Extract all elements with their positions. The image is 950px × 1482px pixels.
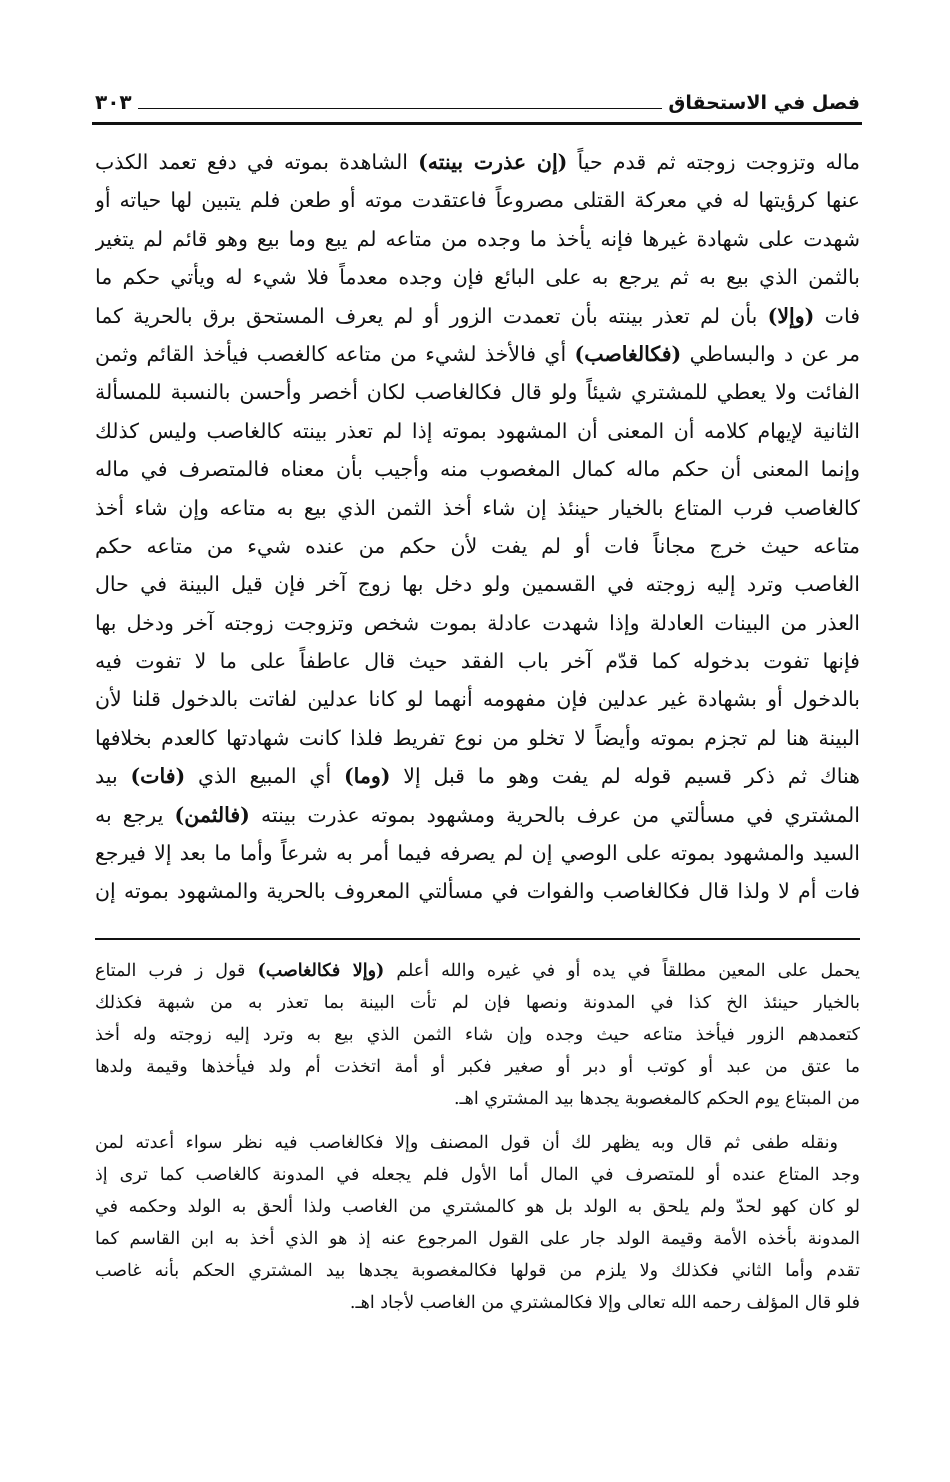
text-segment: البينة هنا لم تجزم بموته وأيضاً لا تخلو من نوع تفريط فلذا كانت شهادتها كالعدم بخلافها (95, 725, 860, 750)
text-segment: متاعه حيث خرج مجاناً فات أو لم يفت لأن حكم من عنده شيء من متاعه حكم (95, 533, 860, 558)
page-number: ٣٠٣ (95, 90, 132, 114)
text-segment: ما عتق من عبد أو كوتب أو دبر أو صغير فكبر أو أمة اتخذت أم ولد فيأخذها وقيمة ولدها (95, 1057, 860, 1077)
text-line (95, 1019, 860, 1051)
text-line (95, 181, 860, 219)
running-header (95, 84, 860, 114)
bold-quote: (وما) (343, 764, 391, 789)
text-segment: فلو قال المؤلف رحمه الله تعالى وإلا فكالمشتري من الغاصب لأجاد اهـ. (349, 1293, 860, 1313)
text-segment: السيد والمشهود بموته على الوصي إن لم يصرفه فيما أمر به شرعاً وأما ما بعد إلا فيرجع (95, 841, 860, 866)
text-line (95, 1255, 860, 1287)
text-line (95, 489, 860, 527)
text-line (95, 527, 860, 565)
text-segment: من المبتاع يوم الحكم كالمغصوبة يجدها بيد المشتري اهـ. (453, 1089, 860, 1109)
text-segment: بأن لم تعذر بينته بأن تعمدت الزور أو لم يعرف المستحق برق بالحرية كما (95, 303, 768, 328)
text-segment: عنها كرؤيتها له في معركة القتلى مصروعاً فاعتقدت موته أو طعن فلم يتبين لها حياته أو (95, 188, 860, 213)
text-line (95, 143, 860, 181)
text-line (95, 987, 860, 1019)
text-line (95, 1287, 860, 1319)
text-line (95, 297, 860, 335)
header-leader-line (138, 108, 663, 109)
text-segment: بالخيار حينئذ الخ كذا في المدونة ونصها فإن لم تأت البينة بما تعذر به من شبهة فكذلك (95, 993, 860, 1013)
text-segment: الثانية لإيهام كلامه أن المعنى أن المشهود بموته إذا لم تعذر بينته كالغاصب وليس كذلك (95, 418, 860, 443)
text-segment: قول ز فرب المتاع (95, 961, 258, 981)
bold-quote: (فالثمن) (174, 802, 250, 827)
text-segment: شهدت على شهادة غيرها فإنه يأخذ ما وجده من متاعه لم يبع وما بيع وهو قائم لم يتغير (95, 226, 860, 251)
text-segment: وجد المتاع عنده أو للمتصرف في المال أما الأول فلم يجعله في المدونة كالغاصب كما ترى إذ (95, 1165, 860, 1185)
text-line (95, 1223, 860, 1255)
text-line (95, 373, 860, 411)
text-line (95, 955, 860, 987)
text-line (95, 757, 860, 795)
text-line (95, 412, 860, 450)
text-segment: المشتري في مسألتي من عرف بالحرية ومشهود بموته عذرت بينته (249, 802, 860, 827)
main-text (95, 143, 860, 911)
footnotes (95, 955, 860, 1319)
bold-quote: (إن عذرت بينته) (418, 150, 568, 174)
text-line (95, 834, 860, 872)
text-segment: بالثمن الذي بيع به ثم يرجع به على البائع فإن وجده معدماً فلا شيء له ويأتي حكم ما (95, 265, 860, 290)
text-segment: فإنها تفوت بدخوله كما قدّم آخر باب الفقد حيث قال عاطفاً على ما لا تفوت فيه (95, 649, 860, 674)
chapter-title: فصل في الاستحقاق (668, 92, 860, 114)
text-segment: لو كان كهو لحدّ ولم يلحق به الولد بل هو كالمشتري من الغاصب ولذا ألحق به الولد وحكمه في (95, 1197, 860, 1217)
text-line (95, 642, 860, 680)
footnote-paragraph (95, 955, 860, 1115)
footnote-paragraph (95, 1127, 860, 1319)
text-line (95, 1191, 860, 1223)
text-segment: الفائت ولا يعطي للمشتري شيئاً ولو قال فكالغاصب لكان أخصر وأحسن بالنسبة للمسألة (95, 380, 860, 405)
text-line (95, 1083, 860, 1115)
bold-quote: (فات) (130, 764, 186, 789)
bold-quote: (وإلا) (767, 303, 815, 328)
text-line (95, 1051, 860, 1083)
text-segment: مر عن د والبساطي (681, 341, 860, 366)
text-segment: الشاهدة بموته في دفع تعمد الكذب (95, 150, 419, 174)
text-segment: العذر من البينات العادلة وإذا شهدت عادلة بموت شخص وتزوجت زوجته آخر ودخل بها (95, 610, 860, 635)
text-segment: الغاصب وترد إليه زوجته في القسمين ولو دخل بها زوج آخر فإن قيل البينة في حال (95, 572, 860, 597)
text-segment: كتعمدهم الزور فيأخذ متاعه حيث وجده وإن شاء الثمن الذي بيع به وترد إليه زوجته وله أخذ (95, 1025, 860, 1045)
text-line (95, 450, 860, 488)
text-segment: كالغاصب فرب المتاع بالخيار حينئذ إن شاء أخذ الثمن الذي بيع به متاعه وإن شاء أخذ (95, 495, 860, 520)
text-segment: المدونة بأخذه الأمة وقيمة الولد جار على القول المرجوع عنه إذ هو الذي أخذ به ابن القاسم كما (95, 1229, 860, 1249)
text-line (95, 258, 860, 296)
text-segment: أي المبيع الذي (185, 764, 344, 789)
text-line (95, 335, 860, 373)
text-segment: فات (814, 303, 860, 328)
text-line (95, 796, 860, 834)
text-segment: أي فالأخذ لشيء من متاعه كالغصب فيأخذ القائم وثمن (95, 341, 575, 366)
text-line (95, 604, 860, 642)
text-segment: هناك ثم ذكر قسيم قوله لم يفت وهو ما قبل إلا (390, 764, 860, 789)
footnote-separator (95, 938, 860, 940)
text-segment: بيد (95, 764, 131, 789)
text-line (95, 1159, 860, 1191)
bold-quote: (وإلا فكالغاصب) (257, 961, 385, 981)
text-line (95, 872, 860, 910)
text-segment: ماله وتزوجت زوجته ثم قدم حياً (567, 150, 860, 174)
text-segment: بالدخول أو بشهادة غير عدلين فإن مفهومه أنهما لو كانا عدلين لفاتت بالدخول قلنا لأن (95, 687, 860, 712)
text-segment: وإنما المعنى أن حكم ماله كمال المغصوب منه وأجيب بأن معناه فالمتصرف في ماله (95, 457, 860, 482)
text-segment: ونقله طفى ثم قال وبه يظهر لك أن قول المصنف وإلا فكالغاصب فيه نظر سواء أعدته لمن (95, 1133, 838, 1153)
text-line (95, 719, 860, 757)
text-line (95, 220, 860, 258)
text-segment: يحمل على المعين مطلقاً في يده أو في غيره والله أعلم (384, 961, 860, 981)
bold-quote: (فكالغاصب) (574, 341, 682, 366)
text-segment: تقدم وأما الثاني فكذلك ولا يلزم من قولها فكالمغصوبة يجدها بيد المشتري الحكم بأنه غاصب (95, 1261, 860, 1281)
text-line (95, 565, 860, 603)
text-line (95, 680, 860, 718)
text-line (95, 1127, 860, 1159)
header-rule (92, 122, 862, 125)
text-segment: يرجع به (95, 802, 175, 827)
text-segment: فات أم لا ولذا قال فكالغاصب والفوات في مسألتي المعروف بالحرية والمشهود بموته إن (95, 879, 860, 904)
